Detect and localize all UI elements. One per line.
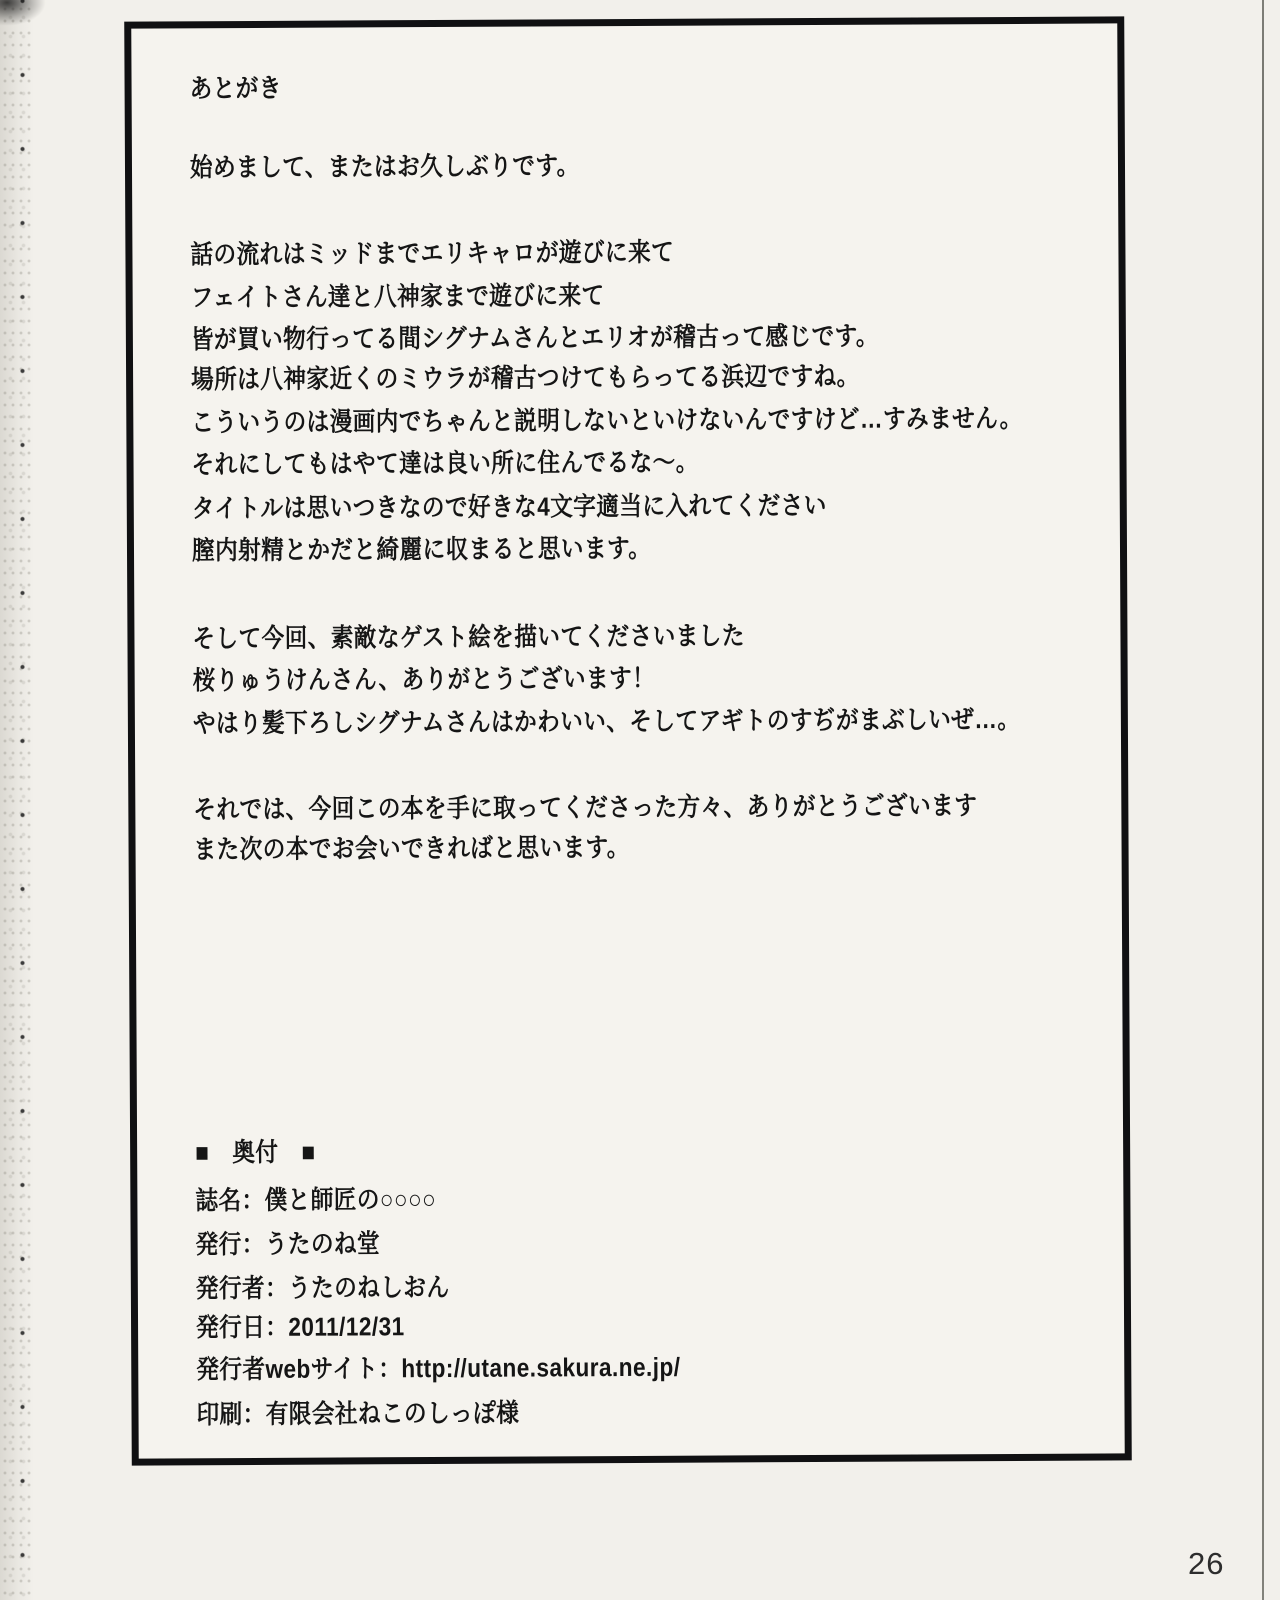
afterword-line: やはり髪下ろしシグナムさんはかわいい、そしてアギトのすぢがまぶしいぜ…。 — [192, 703, 1021, 739]
page-frame — [124, 16, 1132, 1465]
afterword-line: 桜りゅうけんさん、ありがとうございます！ — [192, 662, 656, 696]
colophon-entry-title: 誌名：僕と師匠の○○○○ — [195, 1184, 437, 1216]
afterword-line: 場所は八神家近くのミウラが稽古つけてもらってる浜辺ですね。 — [191, 360, 860, 395]
afterword-line: そして今回、素敵なゲスト絵を描いてくださいました — [192, 620, 745, 654]
afterword-line: 膣内射精とかだと綺麗に収まると思います。 — [191, 532, 652, 566]
afterword-line: こういうのは漫画内でちゃんと説明しないといけないんですけど…すみません。 — [191, 402, 1023, 438]
afterword-line: タイトルは思いつきなので好きな4文字適当に入れてください — [191, 489, 827, 524]
colophon-entry-printer: 印刷：有限会社ねこのしっぽ様 — [196, 1397, 520, 1430]
afterword-line: 皆が買い物行ってる間シグナムさんとエリオが稽古って感じです。 — [190, 320, 879, 355]
colophon-entry-date: 発行日：2011/12/31 — [195, 1311, 405, 1343]
afterword-greeting: 始めまして、またはお久しぶりです。 — [189, 150, 580, 183]
colophon-entry-website: 発行者webサイト：http://utane.sakura.ne.jp/ — [196, 1351, 681, 1385]
afterword-title: あとがき — [189, 72, 282, 104]
page-edge-line — [1262, 0, 1264, 1600]
page-number: 26 — [1188, 1546, 1225, 1581]
afterword-line: 話の流れはミッドまでエリキャロが遊びに来て — [190, 236, 675, 270]
colophon-entry-publisher: 発行：うたのね堂 — [195, 1228, 381, 1260]
colophon-heading: ■ 奥付 ■ — [195, 1136, 316, 1168]
deckle-scan-edge — [0, 0, 34, 1600]
colophon-entry-author: 発行者：うたのねしおん — [195, 1271, 450, 1304]
afterword-line: また次の本でお会いできればと思います。 — [193, 831, 630, 865]
scan-corner-artifact — [0, 0, 46, 26]
afterword-line: それにしてもはやて達は良い所に住んでるな〜。 — [191, 446, 699, 480]
afterword-line: それでは、今回この本を手に取ってくださった方々、ありがとうございます — [193, 790, 978, 825]
afterword-line: フェイトさん達と八神家まで遊びに来て — [190, 280, 605, 313]
